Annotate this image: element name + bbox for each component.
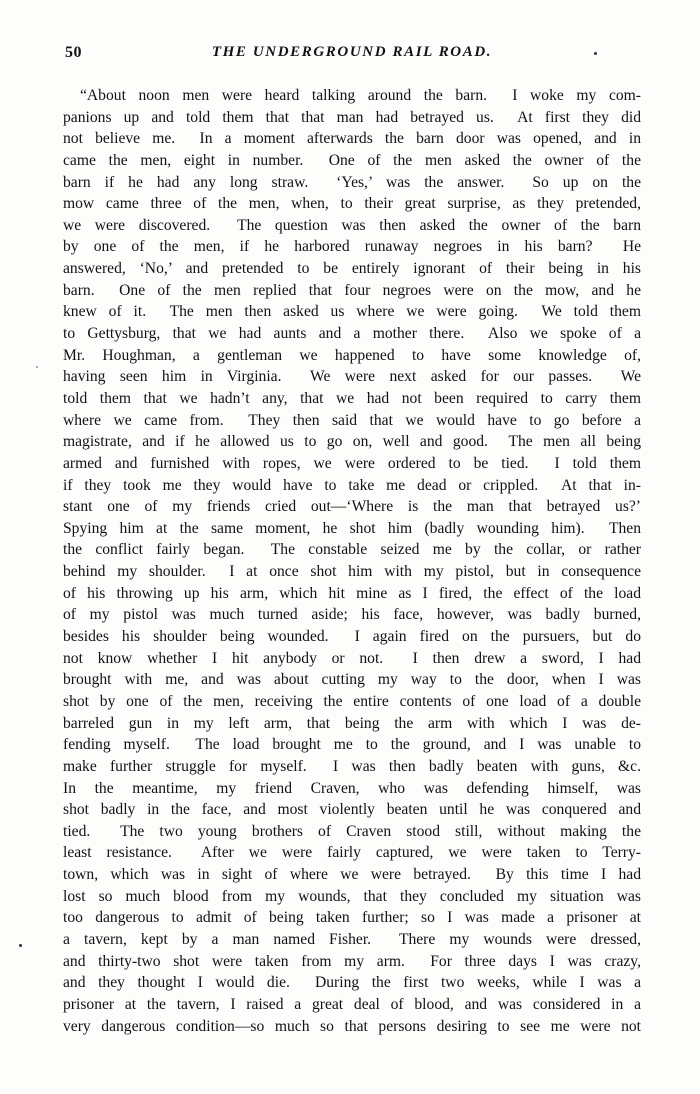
text-line: tied. The two young brothers of Craven stood still, without making the (63, 822, 641, 840)
text-line: by one of the men, if he harbored runaway negroes in his barn? He (63, 238, 641, 256)
text-line: lost so much blood from my wounds, that they concluded my situation was (63, 887, 641, 905)
text-line: knew of it. The men then asked us where we were going. We told them (63, 303, 641, 321)
text-line: of my pistol was much turned aside; his face, however, was badly burned, (63, 606, 641, 624)
text-line: if they took me they would have to take me dead or crippled. At that in- (63, 476, 641, 494)
text-line: not believe me. In a moment afterwards the barn door was opened, and in (63, 130, 641, 148)
text-line: panions up and told them that that man had betrayed us. At first they did (63, 108, 641, 126)
text-line: town, which was in sight of where we were betrayed. By this time I had (63, 866, 641, 884)
text-line: told them that we hadn’t any, that we had not been required to carry them (63, 389, 641, 407)
text-line: In the meantime, my friend Craven, who was defending himself, was (63, 779, 641, 797)
text-line: prisoner at the tavern, I raised a great deal of blood, and was considered in a (63, 995, 641, 1013)
text-line: shot by one of the men, receiving the entire contents of one load of a double (63, 692, 641, 710)
text-line: magistrate, and if he allowed us to go on, well and good. The men all being (63, 433, 641, 451)
text-line: where we came from. They then said that we would have to go before a (63, 411, 641, 429)
text-line: stant one of my friends cried out—‘Where is the man that betrayed us?’ (63, 498, 641, 516)
text-line: we were discovered. The question was then asked the owner of the barn (63, 216, 641, 234)
text-line: behind my shoulder. I at once shot him with my pistol, but in consequence (63, 563, 641, 581)
scan-speck (594, 52, 597, 55)
text-line: to Gettysburg, that we had aunts and a mother there. Also we spoke of a (63, 325, 641, 343)
text-line: having seen him in Virginia. We were next asked for our passes. We (63, 368, 641, 386)
text-line: the conflict fairly began. The constable seized me by the collar, or rather (63, 541, 641, 559)
text-line: not know whether I hit anybody or not. I then drew a sword, I had (63, 649, 641, 667)
text-line: very dangerous condition—so much so that persons desiring to see me were not (63, 1017, 641, 1035)
running-head (63, 44, 641, 66)
text-line: too dangerous to admit of being taken further; so I was made a prisoner at (63, 909, 641, 927)
text-line: besides his shoulder being wounded. I again fired on the pursuers, but do (63, 628, 641, 646)
text-line: answered, ‘No,’ and pretended to be entirely ignorant of their being in his (63, 260, 641, 278)
text-line: armed and furnished with ropes, we were ordered to be tied. I told them (63, 454, 641, 472)
text-line: and they thought I would die. During the first two weeks, while I was a (63, 974, 641, 992)
text-line: least resistance. After we were fairly captured, we were taken to Terry- (63, 844, 641, 862)
text-line: barn. One of the men replied that four negroes were on the mow, and he (63, 281, 641, 299)
body-text (63, 85, 641, 1037)
text-line: Mr. Houghman, a gentleman we happened to have some knowledge of, (63, 346, 641, 364)
running-title: THE UNDERGROUND RAIL ROAD. (211, 44, 493, 60)
text-line: mow came three of the men, when, to their great surprise, as they pretended, (63, 195, 641, 213)
text-line: a tavern, kept by a man named Fisher. There my wounds were dressed, (63, 930, 641, 948)
text-line: Spying him at the same moment, he shot him (badly wounding him). Then (63, 519, 641, 537)
text-line: shot badly in the face, and most violently beaten until he was conquered and (63, 801, 641, 819)
text-line: and thirty-two shot were taken from my arm. For three days I was crazy, (63, 952, 641, 970)
page-number: 50 (65, 44, 82, 61)
scan-speck (19, 944, 22, 947)
text-line: barreled gun in my left arm, that being the arm with which I was de- (63, 714, 641, 732)
text-line: fending myself. The load brought me to the ground, and I was unable to (63, 736, 641, 754)
scan-speck (36, 366, 38, 368)
text-line: brought with me, and was about cutting my way to the door, when I was (63, 671, 641, 689)
text-line: barn if he had any long straw. ‘Yes,’ was the answer. So up on the (63, 173, 641, 191)
text-line: make further struggle for myself. I was then badly beaten with guns, &c. (63, 757, 641, 775)
text-line: of his throwing up his arm, which hit mine as I fired, the effect of the load (63, 584, 641, 602)
text-line: “About noon men were heard talking around the barn. I woke my com- (80, 87, 641, 104)
text-line: came the men, eight in number. One of the men asked the owner of the (63, 151, 641, 169)
